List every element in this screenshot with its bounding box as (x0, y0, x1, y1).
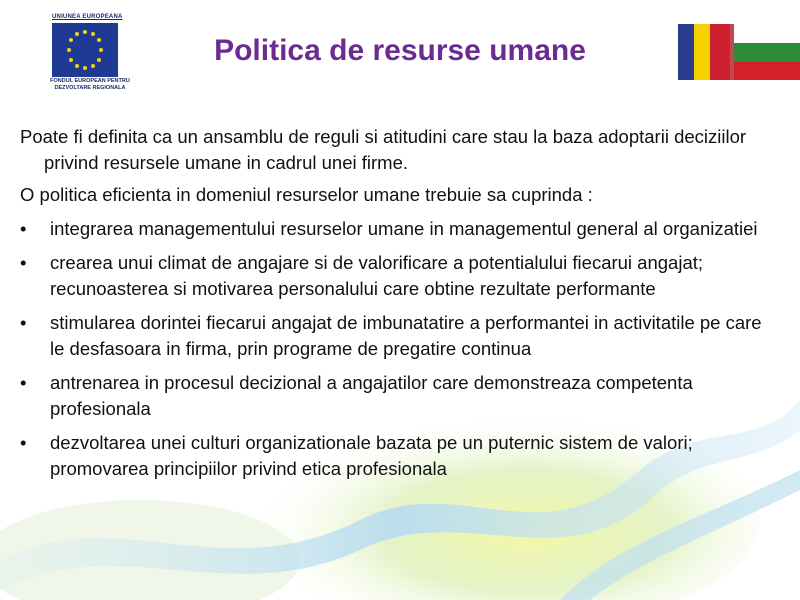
bullet-icon: • (20, 372, 27, 393)
list-item-text: crearea unui climat de angajare si de valorificare a potentialului fiecarui angajat; recunoasterea si motivarea personalului care obtine rezultate performante (50, 252, 704, 299)
list-item (20, 216, 780, 242)
bullet-list (20, 216, 780, 482)
list-item (20, 370, 780, 422)
list-item (20, 310, 780, 362)
slide-title: Politica de resurse umane (214, 34, 586, 67)
slide-header (0, 0, 800, 100)
bullet-icon: • (20, 312, 27, 333)
list-item-text: antrenarea in procesul decizional a angajatilor care demonstreaza competenta profesionala (50, 372, 693, 419)
slide-body (20, 124, 780, 490)
list-item-text: integrarea managementului resurselor umane in managementul general al organizatiei (50, 218, 758, 239)
bullet-icon: • (20, 218, 27, 239)
intro-paragraph: Poate fi definita ca un ansamblu de reguli si atitudini care stau la baza adoptarii deciziilor privind resursele umane in cadrul unei firme. (20, 126, 747, 173)
list-item-text: stimularea dorintei fiecarui angajat de imbunatatire a performantei in activitatile pe care le desfasoara in firma, prin programe de pregatire continua (50, 312, 762, 359)
fund-label: FONDUL EUROPEAN PENTRU DEZVOLTARE REGIONALA (50, 78, 130, 91)
list-item-text: dezvoltarea unei culturi organizationale bazata pe un puternic sistem de valori; promovarea principiilor privind etica profesionala (50, 432, 693, 479)
romania-bulgaria-flags-icon (678, 24, 800, 80)
bullet-icon: • (20, 432, 27, 453)
list-item (20, 430, 780, 482)
list-item (20, 250, 780, 302)
eu-label: UNIUNEA EUROPEANA (52, 14, 123, 20)
bullet-icon: • (20, 252, 27, 273)
eu-flag-icon (52, 23, 118, 77)
lead-paragraph: O politica eficienta in domeniul resurselor umane trebuie sa cuprinda : (20, 184, 593, 205)
eu-logo (48, 14, 134, 94)
